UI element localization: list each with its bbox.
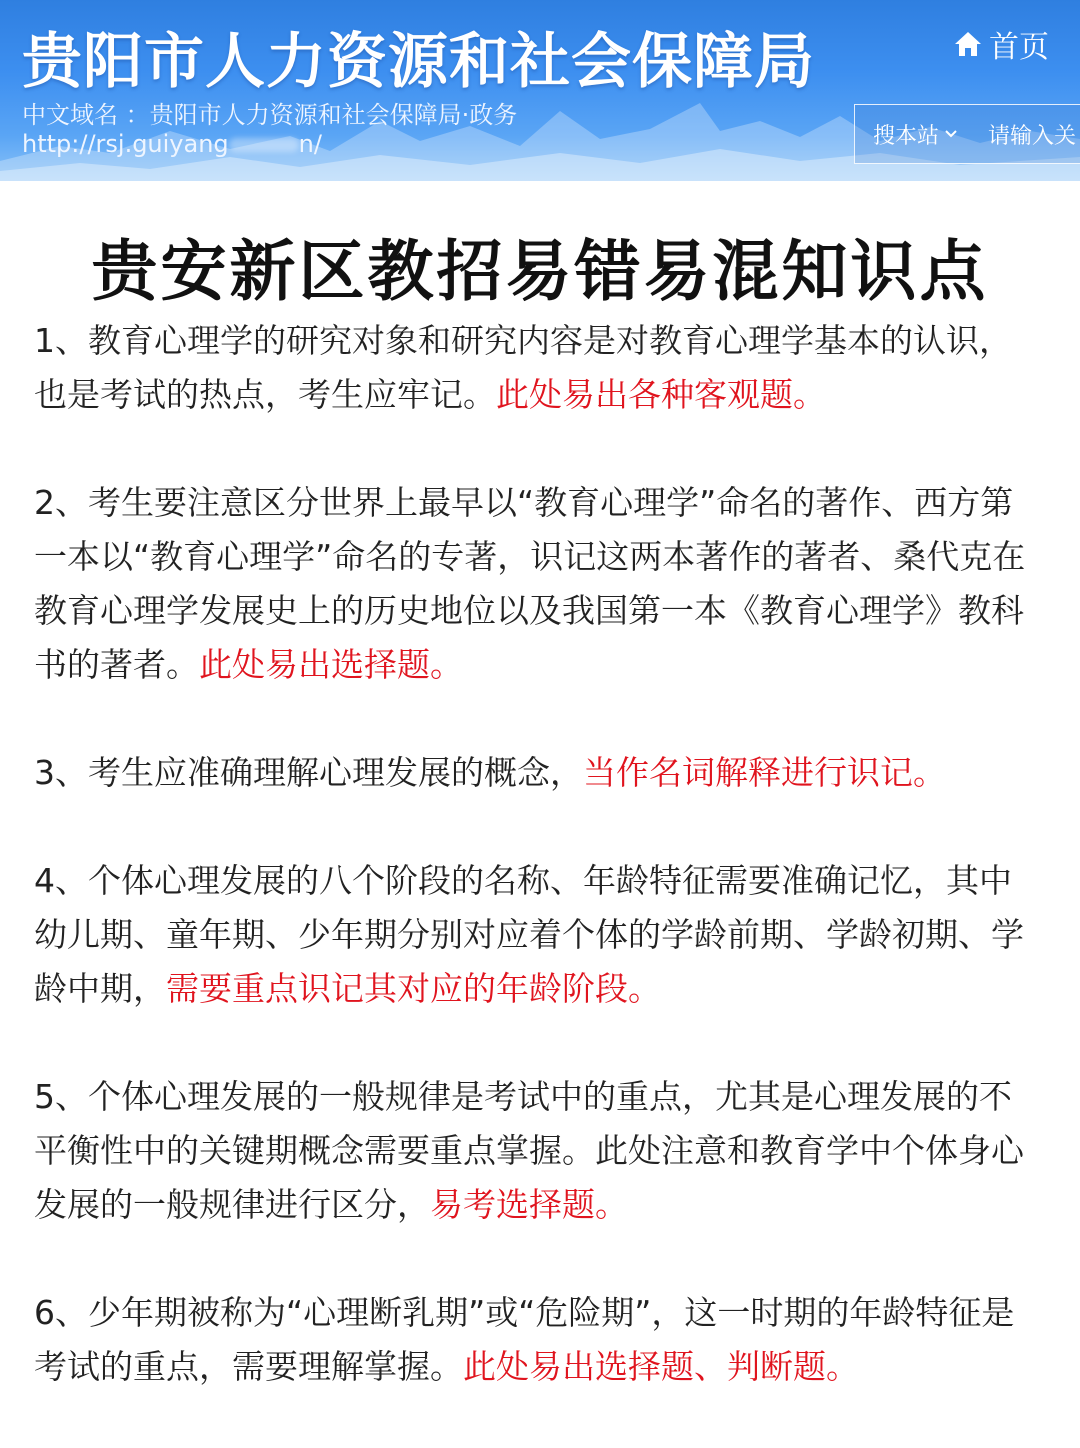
site-url: http://rsj.guiyang: [22, 130, 229, 158]
paragraph-3: [34, 746, 1044, 800]
paragraph-5: [34, 1070, 1044, 1232]
paragraph-text: 3、考生应准确理解心理发展的概念，: [34, 753, 583, 792]
paragraph-highlight: 此处易出选择题。: [199, 645, 463, 684]
paragraph-6: [34, 1286, 1044, 1394]
paragraph-2: [34, 476, 1044, 692]
home-link[interactable]: [953, 22, 1049, 66]
chinese-domain-line: 中文域名 ：贵阳市人力资源和社会保障局·政务: [22, 101, 518, 129]
site-title[interactable]: 贵阳市人力资源和社会保障局: [22, 27, 815, 97]
site-header: [0, 0, 1080, 181]
paragraph-text: 2、考生要注意区分世界上最早以“教育心理学”命名的著作、西方第一本以“教育心理学”命名的专著，识记这两本著作的著者、桑代克在教育心理学发展史上的历史地位以及我国第一本《教育心理学》教科书的著者。: [34, 483, 1026, 684]
site-url-line: [22, 130, 322, 158]
site-url-tail: n/: [298, 130, 322, 158]
paragraph-highlight: 此处易出选择题、判断题。: [463, 1347, 859, 1386]
paragraph-text: 5、个体心理发展的一般规律是考试中的重点，尤其是心理发展的不平衡性中的关键期概念需要重点掌握。此处注意和教育学中个体身心发展的一般规律进行区分，: [34, 1077, 1024, 1224]
paragraph-text: 1、教育心理学的研究对象和研究内容是对教育心理学基本的认识，也是考试的热点，考生应牢记。: [34, 321, 1012, 414]
blurred-url-segment: [229, 138, 299, 152]
paragraph-highlight: 需要重点识记其对应的年龄阶段。: [166, 969, 661, 1008]
home-label: 首页: [989, 30, 1049, 65]
paragraph-1: [34, 314, 1044, 422]
paragraph-highlight: 当作名词解释进行识记。: [583, 753, 946, 792]
home-icon: [953, 30, 983, 58]
paragraph-4: [34, 854, 1044, 1016]
paragraph-text: 6、少年期被称为“心理断乳期”或“危险期”，这一时期的年龄特征是考试的重点，需要理解掌握。: [34, 1293, 1015, 1386]
article-title: 贵安新区教招易错易混知识点: [91, 233, 989, 310]
article-body: [34, 314, 1044, 1448]
paragraph-highlight: 易考选择题。: [430, 1185, 628, 1224]
paragraph-highlight: 此处易出各种客观题。: [496, 375, 826, 414]
search-input[interactable]: 请输入关: [988, 123, 1077, 149]
search-scope-label: 搜本站: [873, 123, 940, 149]
site-search-box: [854, 104, 1080, 164]
search-scope-dropdown[interactable]: [855, 119, 958, 150]
chevron-down-icon: [944, 129, 958, 139]
paragraph-text: 4、个体心理发展的八个阶段的名称、年龄特征需要准确记忆，其中幼儿期、童年期、少年期分别对应着个体的学龄前期、学龄初期、学龄中期，: [34, 861, 1024, 1008]
